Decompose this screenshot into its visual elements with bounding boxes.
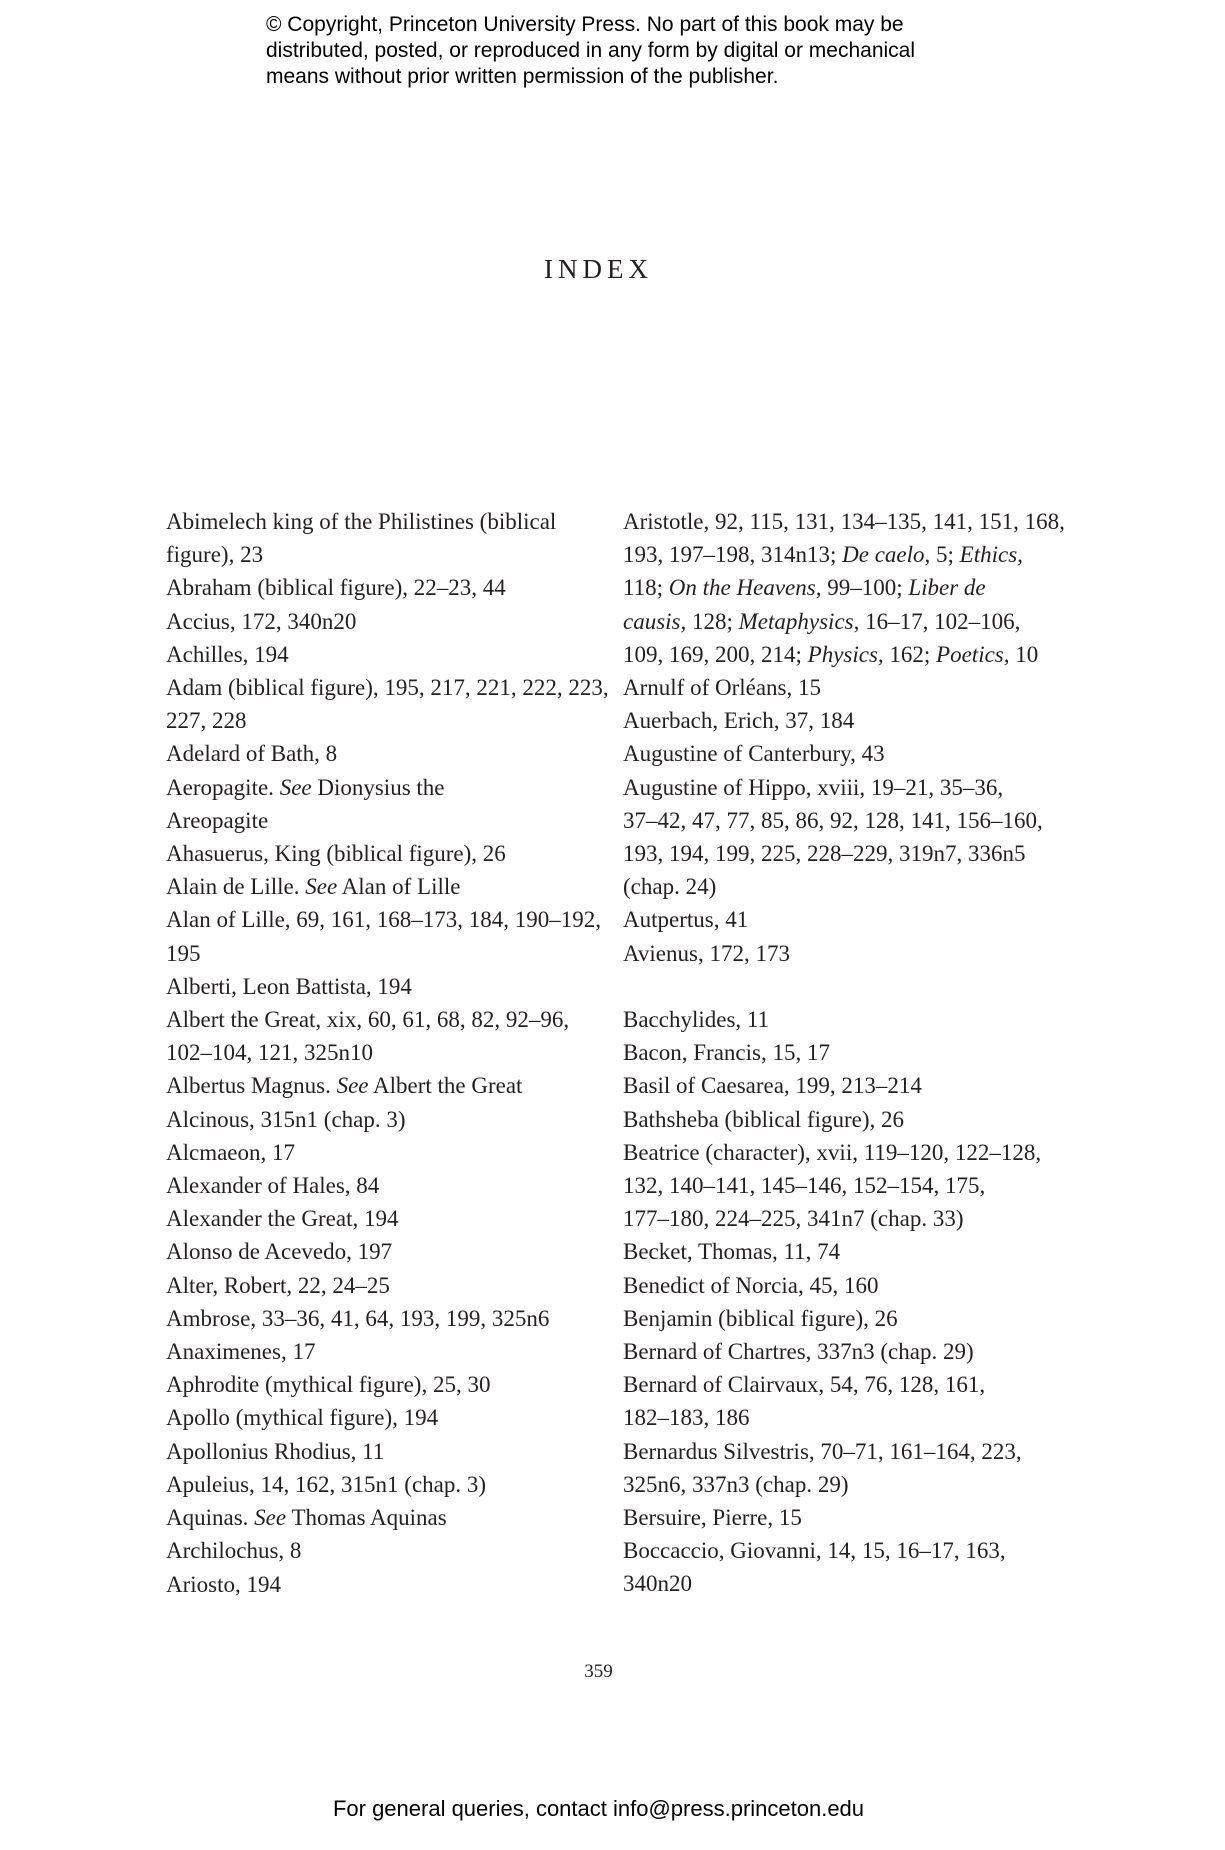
index-entry: Archilochus, 8 bbox=[166, 1538, 302, 1564]
index-entry: Bathsheba (biblical figure), 26 bbox=[623, 1106, 905, 1132]
index-entry: Bersuire, Pierre, 15 bbox=[623, 1505, 802, 1531]
index-entry: Apollo (mythical figure), 194 bbox=[166, 1405, 439, 1431]
index-entry: Alan of Lille, 69, 161, 168–173, 184, 190–192, 195 bbox=[166, 907, 602, 966]
index-entry: Benedict of Norcia, 45, 160 bbox=[623, 1272, 879, 1298]
index-entry: Bernardus Silvestris, 70–71, 161–164, 223, 325n6, 337n3 (chap. 29) bbox=[623, 1438, 1022, 1497]
index-entry: Bernard of Clairvaux, 54, 76, 128, 161, 182–183, 186 bbox=[623, 1372, 986, 1431]
letter-group-gap bbox=[623, 970, 1043, 1003]
index-entry: Abraham (biblical figure), 22–23, 44 bbox=[166, 575, 506, 601]
index-entry: Boccaccio, Giovanni, 14, 15, 16–17, 163, 340n20 bbox=[623, 1538, 1006, 1597]
index-entry: Auerbach, Erich, 37, 184 bbox=[623, 708, 855, 734]
index-entry: Alexander the Great, 194 bbox=[166, 1206, 399, 1232]
index-entry: Apuleius, 14, 162, 315n1 (chap. 3) bbox=[166, 1471, 487, 1497]
index-entry: Alcinous, 315n1 (chap. 3) bbox=[166, 1106, 406, 1132]
index-entry: Bernard of Chartres, 337n3 (chap. 29) bbox=[623, 1339, 974, 1365]
index-entry: Ahasuerus, King (biblical figure), 26 bbox=[166, 841, 506, 867]
index-entry: Aristotle, 92, 115, 131, 134–135, 141, 151, 168, 193, 197–198, 314n13; De caelo, 5; Ethics, 118; On the Heavens, 99–100; Liber de causis, 128; Metaphysics, 16–17, 102–106, 109, 169, 200, 214; Physics, 162; Poetics, 10 bbox=[623, 509, 1065, 667]
index-entry: Albertus Magnus. See Albert the Great bbox=[166, 1073, 523, 1099]
page-number: 359 bbox=[584, 1661, 613, 1682]
index-entry: Avienus, 172, 173 bbox=[623, 940, 790, 966]
index-entry: Aphrodite (mythical figure), 25, 30 bbox=[166, 1372, 491, 1398]
index-entry: Alcmaeon, 17 bbox=[166, 1139, 296, 1165]
index-entry: Alonso de Acevedo, 197 bbox=[166, 1239, 393, 1265]
index-entry: Alexander of Hales, 84 bbox=[166, 1173, 380, 1199]
index-column-left bbox=[166, 505, 609, 1601]
index-entry: Ambrose, 33–36, 41, 64, 193, 199, 325n6 bbox=[166, 1305, 550, 1331]
index-entry: Abimelech king of the Philistines (biblical figure), 23 bbox=[166, 509, 557, 568]
copyright-notice bbox=[266, 12, 986, 90]
index-entry: Adam (biblical figure), 195, 217, 221, 222, 223, 227, 228 bbox=[166, 675, 609, 734]
index-entry: Aeropagite. See Dionysius the Areopagite bbox=[166, 774, 445, 833]
copyright-line-1: © Copyright, Princeton University Press. No part of this book may be bbox=[266, 13, 904, 36]
index-entry: Apollonius Rhodius, 11 bbox=[166, 1438, 385, 1464]
index-entry: Basil of Caesarea, 199, 213–214 bbox=[623, 1073, 922, 1099]
copyright-line-3: means without prior written permission of the publisher. bbox=[266, 65, 779, 88]
index-entry: Accius, 172, 340n20 bbox=[166, 608, 357, 634]
index-entry: Aquinas. See Thomas Aquinas bbox=[166, 1505, 447, 1531]
index-entry: Bacchylides, 11 bbox=[623, 1007, 770, 1033]
index-entry: Ariosto, 194 bbox=[166, 1571, 281, 1597]
index-entry: Achilles, 194 bbox=[166, 641, 289, 667]
index-entry: Augustine of Canterbury, 43 bbox=[623, 741, 885, 767]
index-entry: Bacon, Francis, 15, 17 bbox=[623, 1040, 830, 1066]
footer-contact: For general queries, contact info@press.princeton.edu bbox=[332, 1796, 865, 1821]
index-entry: Autpertus, 41 bbox=[623, 907, 749, 933]
index-entry: Alain de Lille. See Alan of Lille bbox=[166, 874, 461, 900]
page-title: INDEX bbox=[544, 254, 653, 284]
index-entry: Arnulf of Orléans, 15 bbox=[623, 675, 822, 701]
index-entry: Anaximenes, 17 bbox=[166, 1339, 316, 1365]
index-entry: Alter, Robert, 22, 24–25 bbox=[166, 1272, 390, 1298]
copyright-line-2: distributed, posted, or reproduced in any form by digital or mechanical bbox=[266, 39, 916, 62]
index-entry: Augustine of Hippo, xviii, 19–21, 35–36, 37–42, 47, 77, 85, 86, 92, 128, 141, 156–160, 193, 194, 199, 225, 228–229, 319n7, 336n5 (chap. 24) bbox=[623, 774, 1043, 900]
index-entry: Albert the Great, xix, 60, 61, 68, 82, 92–96, 102–104, 121, 325n10 bbox=[166, 1007, 570, 1066]
index-entry: Becket, Thomas, 11, 74 bbox=[623, 1239, 841, 1265]
index-entry: Alberti, Leon Battista, 194 bbox=[166, 973, 412, 999]
index-entry: Benjamin (biblical figure), 26 bbox=[623, 1305, 898, 1331]
index-column-right bbox=[623, 505, 1065, 1601]
index-entry: Beatrice (character), xvii, 119–120, 122–128, 132, 140–141, 145–146, 152–154, 175, 177–180, 224–225, 341n7 (chap. 33) bbox=[623, 1139, 1042, 1232]
index-entry: Adelard of Bath, 8 bbox=[166, 741, 338, 767]
